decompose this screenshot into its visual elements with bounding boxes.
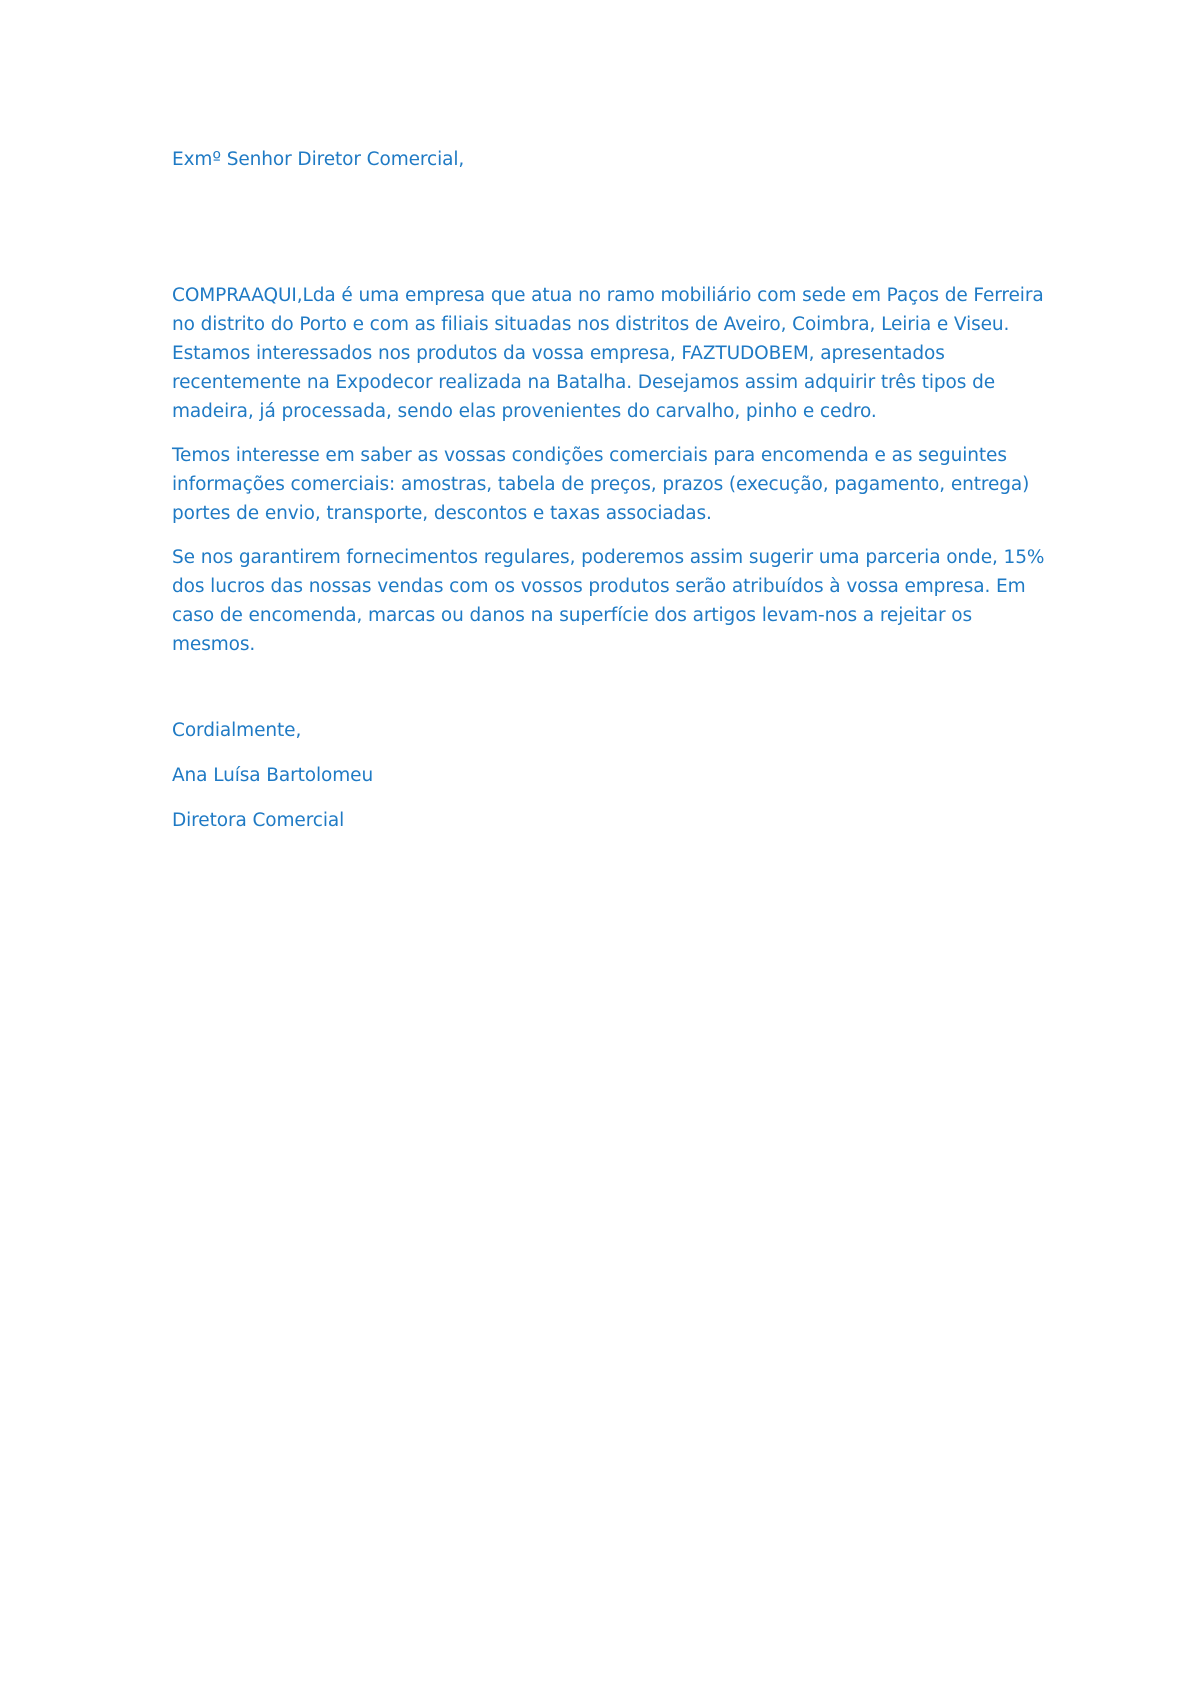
paragraph-partnership-offer: Se nos garantirem fornecimentos regulares, poderemos assim sugerir uma parceria onde, 15% dos lucros das nossas vendas com os vossos produtos serão atribuídos à vossa empresa. Em caso de encomenda, marcas ou danos na superfície dos artigos levam-nos a rejeitar os mesmos. bbox=[172, 547, 1045, 655]
paragraph-company-intro: COMPRAAQUI,Lda é uma empresa que atua no ramo mobiliário com sede em Paços de Ferreira no distrito do Porto e com as filiais situadas nos distritos de Aveiro, Coimbra, Leiria e Viseu. Estamos interessados nos produtos da vossa empresa, FAZTUDOBEM, apresentados recentemente na Expodecor realizada na Batalha. Desejamos assim adquirir três tipos de madeira, já processada, sendo elas provenientes do carvalho, pinho e cedro. bbox=[172, 285, 1044, 422]
signer-title: Diretora Comercial bbox=[172, 810, 345, 831]
paragraph-information-request: Temos interesse em saber as vossas condições comerciais para encomenda e as seguintes informações comerciais: amostras, tabela de preços, prazos (execução, pagamento, entrega) portes de envio, transporte, descontos e taxas associadas. bbox=[172, 445, 1030, 524]
closing: Cordialmente, bbox=[172, 720, 302, 741]
letter-paragraphs bbox=[172, 281, 1052, 659]
salutation: Exmº Senhor Diretor Comercial, bbox=[172, 149, 465, 170]
signer-name: Ana Luísa Bartolomeu bbox=[172, 765, 374, 786]
letter-body bbox=[172, 145, 1052, 851]
closing-block bbox=[172, 716, 1052, 835]
